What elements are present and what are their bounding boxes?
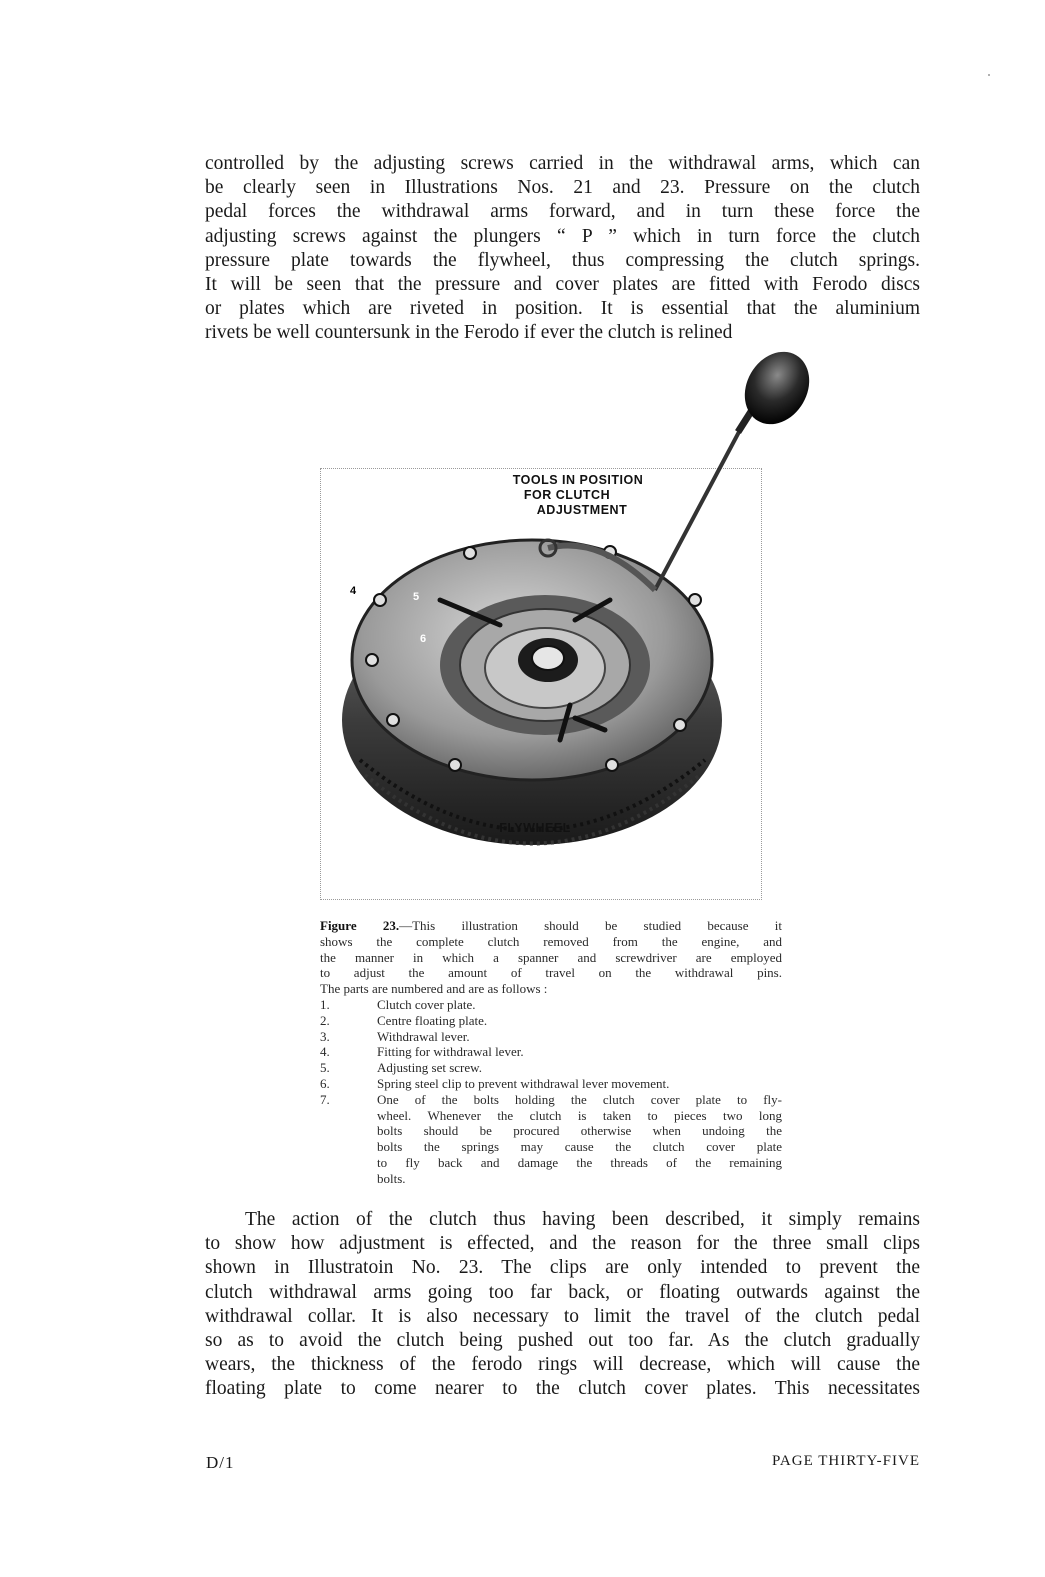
text-line: so as to avoid the clutch being pushed out too far. As the clutch gradually [205, 1330, 920, 1352]
caption-line: to adjust the amount of travel on the withdrawal pins. [320, 965, 782, 981]
list-item: 4. Fitting for withdrawal lever. [320, 1044, 524, 1060]
list-item: 5. Adjusting set screw. [320, 1060, 482, 1076]
text-line: pedal forces the withdrawal arms forward, and in turn these force the [205, 201, 920, 223]
page-number: PAGE THIRTY-FIVE [771, 1453, 920, 1469]
figure-title-line: ADJUSTMENT [536, 503, 628, 517]
screwdriver [655, 340, 822, 590]
caption-line: Figure 23.—This illustration should be studied because it [320, 918, 782, 933]
text-line: or plates which are riveted in position. It is essential that the aluminium [205, 298, 920, 320]
figure-caption [320, 918, 782, 1187]
part-marker: 4 [350, 585, 357, 597]
list-item: 3. Withdrawal lever. [320, 1028, 470, 1044]
text-line: withdrawal collar. It is also necessary to limit the travel of the clutch pedal [205, 1305, 920, 1327]
text-line: be clearly seen in Illustrations Nos. 21 and 23. Pressure on the clutch [205, 177, 920, 199]
list-item: 7. One of the bolts holding the clutch cover plate to fly- wheel. Whenever the clutch is taken to pieces two long bolts should be procured otherwise when undoing the bolts the springs may cause the clutch cover plate to fly back and damage the threads of the remaining bolts. [320, 1091, 782, 1186]
caption-line: the manner in which a spanner and screwdriver are employed [320, 949, 782, 965]
figure-title-line: FOR CLUTCH [523, 488, 611, 502]
text-line: wears, the thickness of the ferodo rings will decrease, which will cause the [205, 1354, 920, 1376]
caption-label: Figure 23. [320, 918, 400, 933]
list-item: 2. Centre floating plate. [320, 1012, 488, 1028]
text-line: floating plate to come nearer to the clutch cover plates. This necessitates [205, 1378, 920, 1400]
text-line: shown in Illustratoin No. 23. The clips are only intended to prevent the [205, 1257, 920, 1279]
text-line: rivets be well countersunk in the Ferodo if ever the clutch is relined [205, 322, 733, 344]
text-line: to show how adjustment is effected, and the reason for the three small clips [205, 1233, 920, 1255]
bottom-paragraph [205, 1208, 920, 1402]
caption-line: The parts are numbered and are as follows : [320, 981, 548, 997]
text-line: The action of the clutch thus having been described, it simply remains [245, 1209, 920, 1230]
list-item: 6. Spring steel clip to prevent withdrawal lever movement. [320, 1075, 670, 1091]
figure-title-line: TOOLS IN POSITION [512, 473, 644, 487]
footer-section-code: D/1 [206, 1453, 235, 1472]
caption-line: shows the complete clutch removed from the engine, and [320, 933, 782, 949]
part-marker: 5 [413, 591, 420, 603]
parts-list [320, 997, 782, 1187]
part-marker: 6 [420, 633, 427, 645]
list-item: 1. Clutch cover plate. [320, 996, 476, 1012]
text-line: controlled by the adjusting screws carried in the withdrawal arms, which can [205, 153, 920, 174]
text-line: It will be seen that the pressure and cover plates are fitted with Ferodo discs [205, 274, 920, 296]
flywheel-label: FLYWHEEL [499, 821, 571, 835]
text-line: clutch withdrawal arms going too far back, or floating outwards against the [205, 1281, 920, 1303]
text-line: pressure plate towards the flywheel, thus compressing the clutch springs. [205, 249, 920, 271]
text-line: adjusting screws against the plungers “ P ” which in turn force the clutch [205, 225, 920, 247]
